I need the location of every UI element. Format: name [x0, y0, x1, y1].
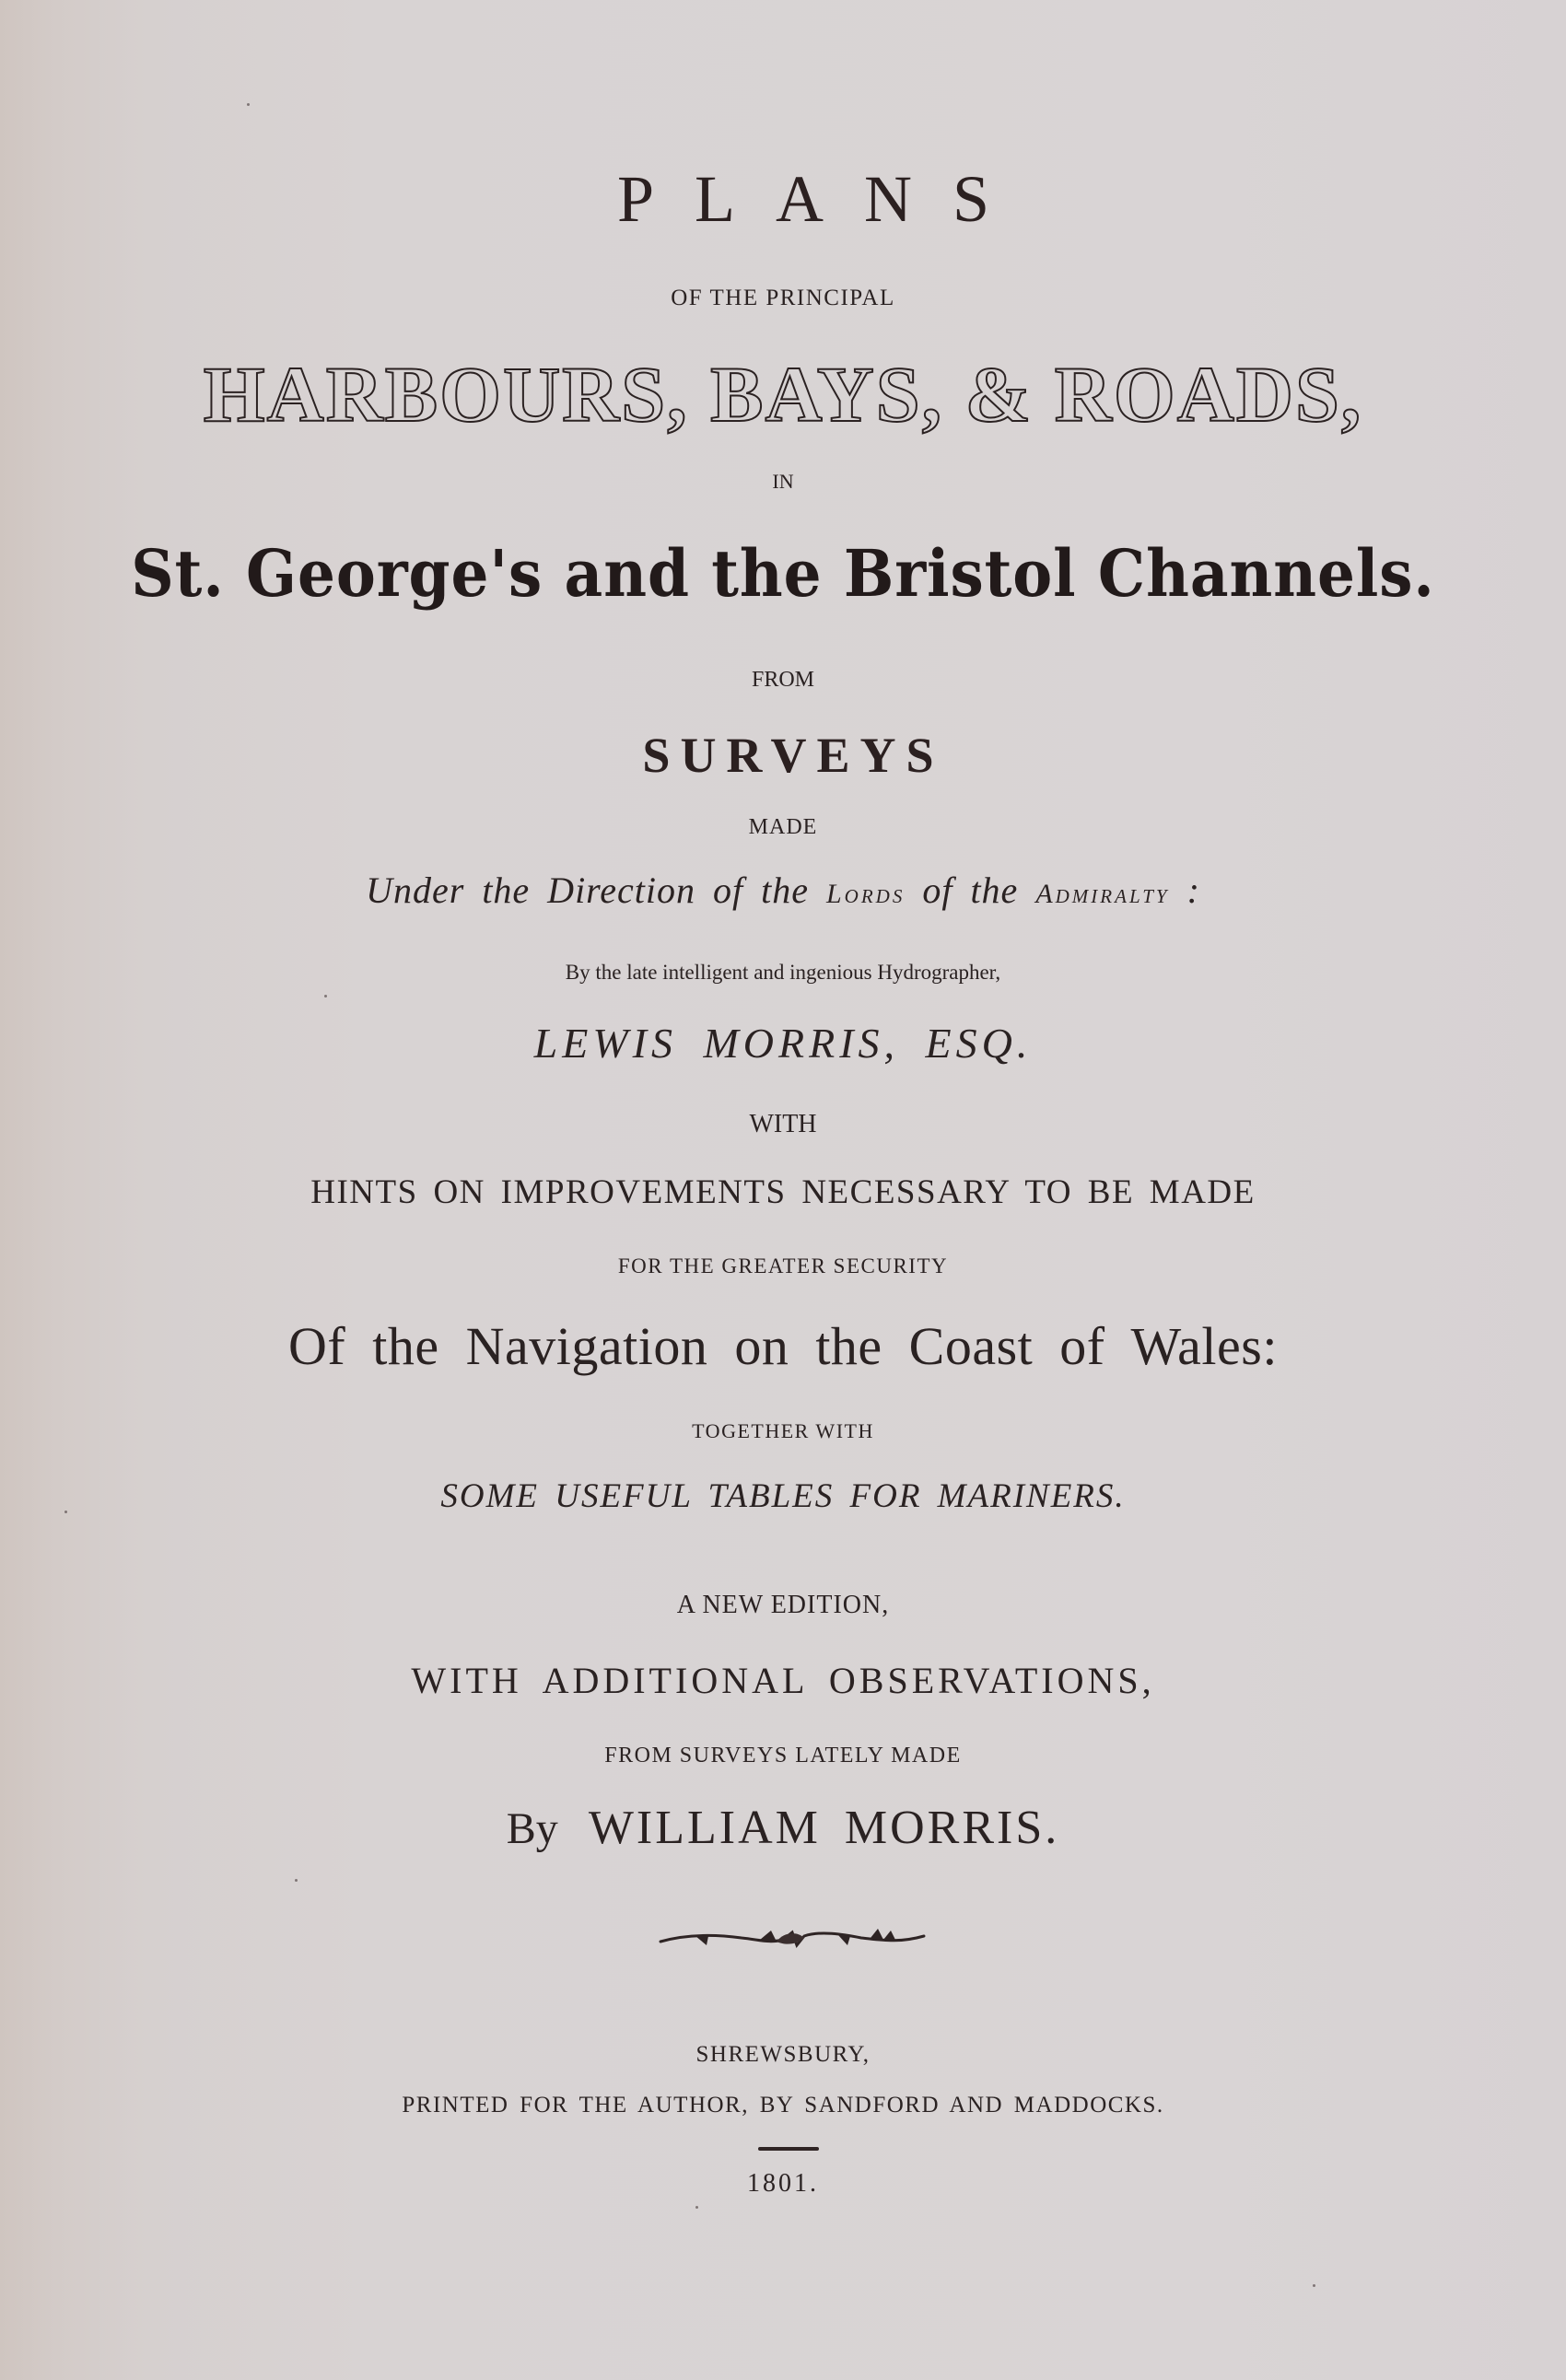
paper-speck: [295, 1879, 298, 1882]
connector-in: IN: [772, 470, 794, 493]
editor-line: [0, 1804, 1566, 1852]
paper-speck: [695, 2206, 698, 2209]
paper-speck: [324, 995, 327, 998]
greater-security-line: FOR THE GREATER SECURITY: [617, 1254, 949, 1278]
connector-with: WITH: [749, 1110, 817, 1138]
from-surveys-line: FROM SURVEYS LATELY MADE: [604, 1744, 962, 1768]
paper-speck: [64, 1511, 67, 1513]
direction-text-3: :: [1169, 869, 1200, 911]
hydrographer-line: By the late intelligent and ingenious Hydrographer,: [565, 961, 1001, 984]
imprint-place: SHREWSBURY,: [695, 2042, 871, 2067]
title-subheading: OF THE PRINCIPAL: [671, 286, 895, 310]
direction-text-2: of the: [905, 869, 1036, 911]
imprint-printer: PRINTED FOR THE AUTHOR, BY SANDFORD AND MADDOCKS.: [402, 2093, 1164, 2118]
admiralty-direction-line: [0, 869, 1566, 911]
direction-admiralty: Admiralty: [1035, 879, 1170, 909]
main-title: PLANS: [616, 162, 1031, 236]
surveys-heading: SURVEYS: [642, 728, 944, 783]
edition-label: A NEW EDITION,: [676, 1591, 890, 1619]
connector-made: MADE: [748, 815, 818, 839]
imprint-year: 1801.: [747, 2169, 819, 2198]
editor-by: By: [506, 1804, 558, 1853]
additional-observations-heading: WITH ADDITIONAL OBSERVATIONS,: [411, 1660, 1155, 1701]
connector-from: FROM: [751, 668, 815, 692]
paper-speck: [247, 103, 250, 106]
tables-heading: SOME USEFUL TABLES FOR MARINERS.: [440, 1477, 1126, 1515]
author-name: LEWIS MORRIS, ESQ.: [533, 1020, 1033, 1067]
together-with-line: TOGETHER WITH: [692, 1419, 874, 1442]
printer-flourish-icon: [659, 1925, 926, 1953]
navigation-heading: Of the Navigation on the Coast of Wales:: [288, 1316, 1278, 1376]
location-heading-blackletter: St. George's and the Bristol Channels.: [131, 535, 1435, 612]
short-rule-divider: [758, 2147, 819, 2151]
editor-name: WILLIAM MORRIS.: [588, 1802, 1060, 1854]
direction-text-1: Under the Direction of the: [366, 869, 826, 911]
subject-heading: HARBOURS, BAYS, & ROADS,: [203, 350, 1363, 438]
direction-lords: Lords: [825, 879, 906, 909]
paper-speck: [1313, 2284, 1315, 2287]
hints-heading: HINTS ON IMPROVEMENTS NECESSARY TO BE MADE: [310, 1173, 1256, 1211]
